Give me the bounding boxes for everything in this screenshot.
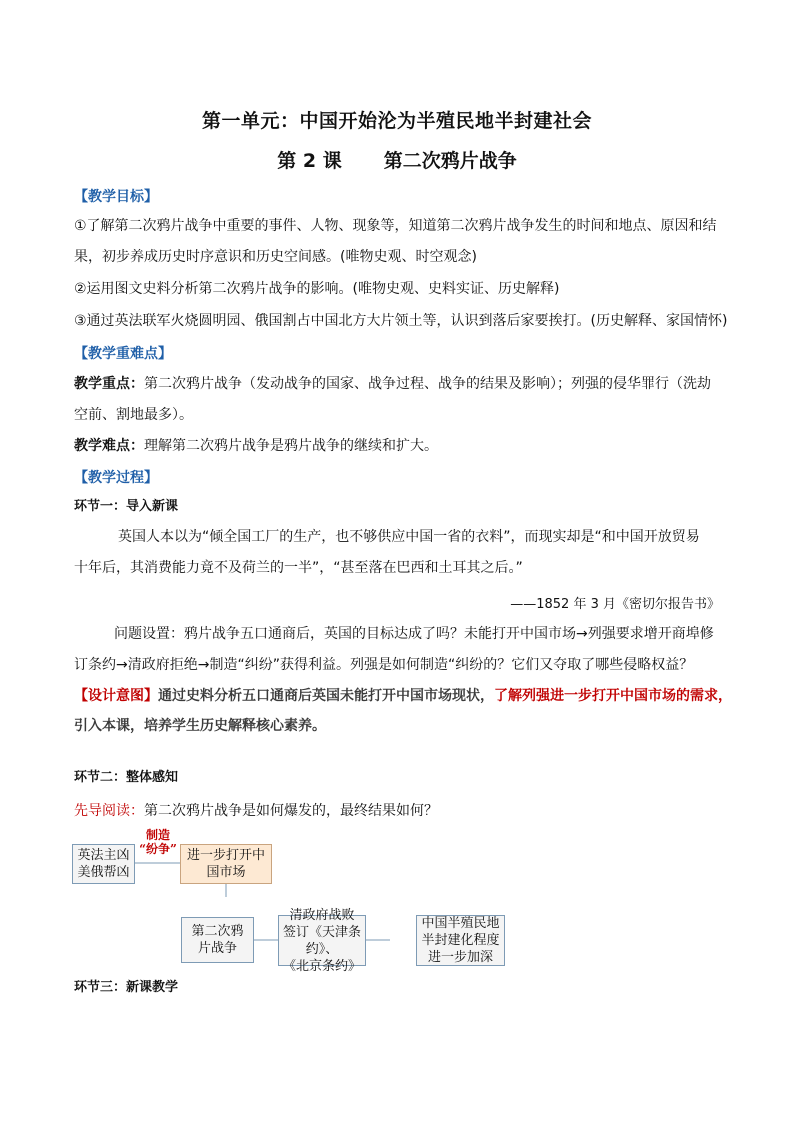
step1-title: 环节一：导入新课 xyxy=(74,499,179,514)
step3-title: 环节三：新课教学 xyxy=(74,980,179,995)
objective-line: ②运用图文史料分析第二次鸦片战争的影响。(唯物史观、史料实证、历史解释) xyxy=(74,281,560,297)
box-text: 国市场 xyxy=(206,865,246,880)
box-open-market xyxy=(180,844,272,884)
objective-line: ③通过英法联军火烧圆明园、俄国割占中国北方大片领土等，认识到落后家要挨打。(历史解释、家国情怀) xyxy=(74,313,728,329)
reading-text: 第二次鸦片战争是如何爆发的，最终结果如何？ xyxy=(144,803,438,819)
box-text: 进一步打开中 xyxy=(186,848,265,863)
question-line: 问题设置：鸦片战争五口通商后，英国的目标达成了吗？未能打开中国市场→列强要求增开商埠修 xyxy=(114,626,714,642)
lesson-number: 第 2 课 xyxy=(277,150,342,172)
objective-line: ①了解第二次鸦片战争中重要的事件、人物、现象等，知道第二次鸦片战争发生的时间和地点、原因和结 xyxy=(74,218,717,234)
box-text: 清政府战败 xyxy=(289,907,355,923)
box-text: 《北京条约》 xyxy=(282,958,361,974)
box-qing-defeat xyxy=(278,907,366,974)
focus-line-2: 空前、割地最多）。 xyxy=(74,407,193,423)
difficulty-text: 理解第二次鸦片战争是鸦片战争的继续和扩大。 xyxy=(144,438,438,454)
box-text: 片战争 xyxy=(197,941,237,956)
design-intent-label: 【设计意图】 xyxy=(74,688,158,704)
box-text: 中国半殖民地 xyxy=(421,916,500,931)
box-text: 签订《天津条约》、 xyxy=(282,924,361,957)
design-intent-text-red: 了解列强进一步打开中国市场的需求， xyxy=(494,688,732,704)
arrow-label-text: “纷争” xyxy=(139,842,177,856)
quote-source: ——1852 年 3 月《密切尔报告书》 xyxy=(510,597,720,612)
box-second-opium-war xyxy=(181,917,254,963)
box-result xyxy=(416,915,505,966)
quote-line: 英国人本以为“倾全国工厂的生产，也不够供应中国一省的衣料”，而现实却是“和中国开放贸易 xyxy=(118,529,700,545)
box-aggressors xyxy=(72,844,135,884)
box-text: 进一步加深 xyxy=(427,950,493,965)
question-line: 订条约→清政府拒绝→制造“纠纷”获得利益。列强是如何制造“纠纷的？它们又夺取了哪些侵略权益？ xyxy=(74,657,694,673)
arrow-label xyxy=(133,828,183,856)
reading-label: 先导阅读： xyxy=(74,803,144,819)
arrow-label-text: 制造 xyxy=(145,828,170,842)
design-intent-text: 通过史料分析五口通商后英国未能打开中国市场现状， xyxy=(158,688,494,704)
box-text: 美俄帮凶 xyxy=(77,865,130,880)
difficulty-label: 教学难点： xyxy=(74,438,144,454)
objectives-heading: 【教学目标】 xyxy=(74,189,158,205)
box-text: 第二次鸦 xyxy=(191,924,244,939)
key-points-heading: 【教学重难点】 xyxy=(74,346,172,362)
focus-label: 教学重点： xyxy=(74,376,144,392)
step2-title: 环节二：整体感知 xyxy=(74,770,179,785)
focus-text: 第二次鸦片战争（发动战争的国家、战争过程、战争的结果及影响）；列强的侵华罪行（洗劫 xyxy=(144,376,711,392)
process-heading: 【教学过程】 xyxy=(74,470,158,486)
objective-line: 果，初步养成历史时序意识和历史空间感。(唯物史观、时空观念) xyxy=(74,249,477,265)
box-text: 半封建化程度 xyxy=(421,933,500,948)
box-text: 英法主凶 xyxy=(77,848,130,863)
quote-line: 十年后，其消费能力竟不及荷兰的一半”，“甚至落在巴西和土耳其之后。” xyxy=(74,560,523,576)
lesson-name: 第二次鸦片战争 xyxy=(383,150,517,172)
unit-title: 第一单元：中国开始沦为半殖民地半封建社会 xyxy=(201,110,592,132)
design-intent-line-2: 引入本课，培养学生历史解释核心素养。 xyxy=(74,718,326,734)
